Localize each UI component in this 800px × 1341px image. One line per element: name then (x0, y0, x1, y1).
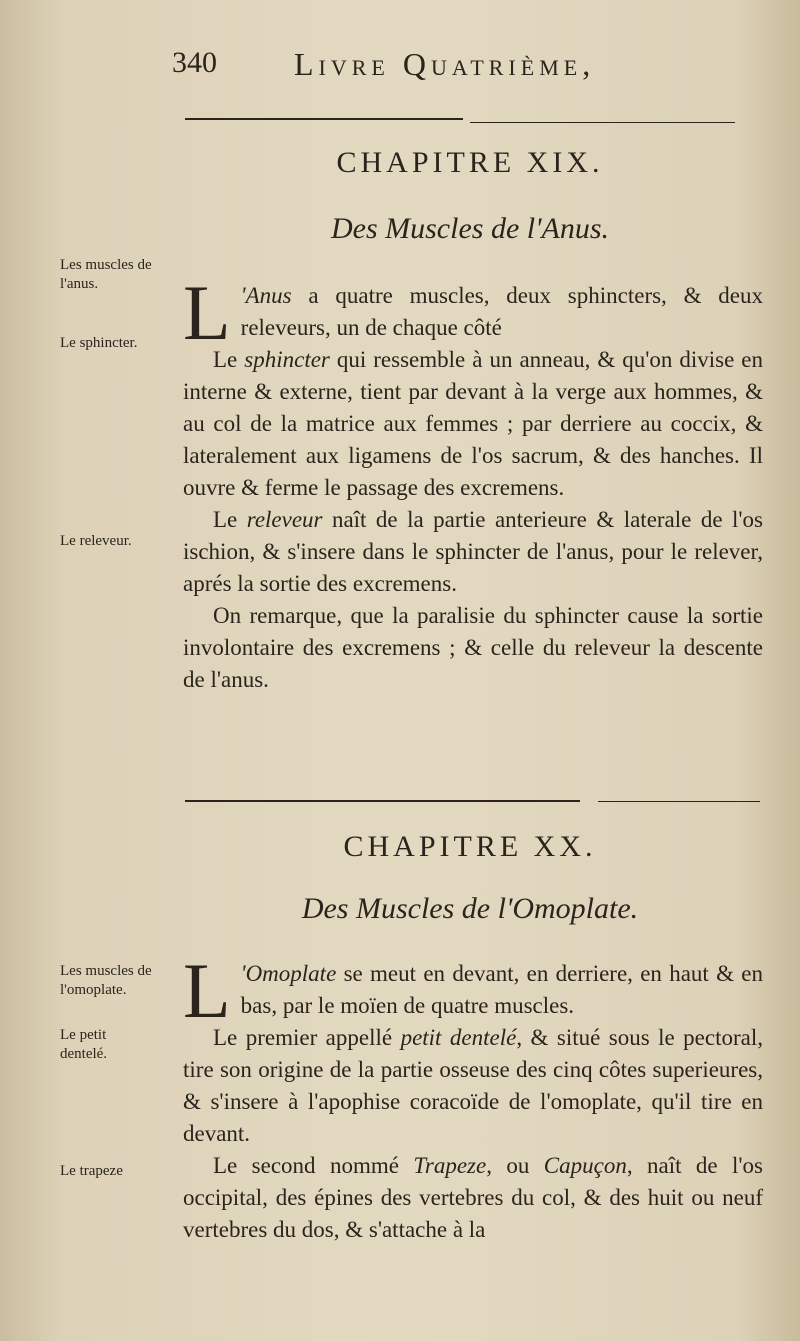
paragraph-text: Le (213, 347, 245, 372)
margin-note-muscles-omoplate: Les muscles de l'omoplate. (60, 963, 152, 998)
paragraph (183, 1022, 763, 1150)
paragraph-text: Le (213, 507, 247, 532)
italic-term: releveur (246, 507, 323, 532)
margin-note-petit-dentele: Le petit dentelé. (60, 1027, 108, 1062)
italic-term: petit dentelé (400, 1025, 517, 1050)
chapter-19-heading: CHAPITRE XIX. (336, 146, 604, 179)
header-rule (185, 118, 463, 120)
header-rule-right (470, 122, 735, 123)
italic-term: 'Omoplate (240, 961, 337, 986)
paragraph-text: , & situé sous le pectoral, tire son origine de la partie osseuse des cinq côtes superieures, & s'insere à l'apophise coracoïde de l'omoplate, qu'il tire en devant. (183, 1025, 763, 1146)
paragraph-text: a quatre muscles, deux sphincters, & deux releveurs, un de chaque côté (240, 283, 763, 340)
paragraph (183, 344, 763, 504)
paragraph (183, 1150, 763, 1246)
chapter-19-text (183, 269, 763, 696)
margin-note-releveur: Le releveur. (60, 533, 132, 549)
paragraph-text: qui ressemble à un anneau, & qu'on divise en interne & externe, tient par devant à la verge aux hommes, & au col de la matrice aux femmes ; par derriere au coccix, & lateralement aux ligamens de l'os sacrum, & des hanches. Il ouvre & ferme le passage des excremens. (183, 347, 763, 500)
paragraph-text: , ou (486, 1153, 544, 1178)
section-rule-right (598, 801, 760, 802)
drop-cap: L (183, 947, 231, 1034)
paragraph-text: Le premier appellé (213, 1025, 401, 1050)
paragraph (183, 947, 763, 1034)
paragraph-text: naît de la partie anterieure & laterale de l'os ischion, & s'insere dans le sphincter de l'anus, pour le relever, aprés la sortie des excremens. (183, 507, 763, 596)
italic-term: sphincter (244, 347, 330, 372)
chapter-20-heading: CHAPITRE XX. (343, 830, 597, 863)
page-number: 340 (172, 46, 217, 79)
margin-note-muscles-anus: Les muscles de l'anus. (60, 257, 152, 292)
running-head (172, 40, 732, 90)
paragraph: On remarque, que la paralisie du sphincter cause la sortie involontaire des excremens ; & celle du releveur la descente de l'anus. (183, 603, 763, 692)
italic-term: Capuçon (543, 1153, 627, 1178)
book-title: Livre Quatrième, (294, 46, 596, 82)
margin-note-trapeze: Le trapeze (60, 1163, 123, 1179)
chapter-20-text (183, 947, 764, 1246)
chapter-19-subtitle: Des Muscles de l'Anus. (330, 212, 610, 245)
section-rule (185, 800, 580, 802)
drop-cap: L (183, 269, 231, 356)
paragraph-text: Le second nommé (213, 1153, 414, 1178)
italic-term: 'Anus (240, 283, 292, 308)
paragraph (183, 269, 763, 356)
chapter-20-subtitle: Des Muscles de l'Omoplate. (301, 892, 639, 925)
italic-term: Trapeze (413, 1153, 487, 1178)
paragraph-text: , naît de l'os occipital, des épines des vertebres du col, & des huit ou neuf vertebres du dos, & s'attache à la (183, 1153, 764, 1242)
paragraph (183, 504, 763, 600)
paragraph-text: se meut en devant, en derriere, en haut & en bas, par le moïen de quatre muscles. (240, 961, 763, 1018)
margin-note-sphincter: Le sphincter. (60, 335, 138, 351)
